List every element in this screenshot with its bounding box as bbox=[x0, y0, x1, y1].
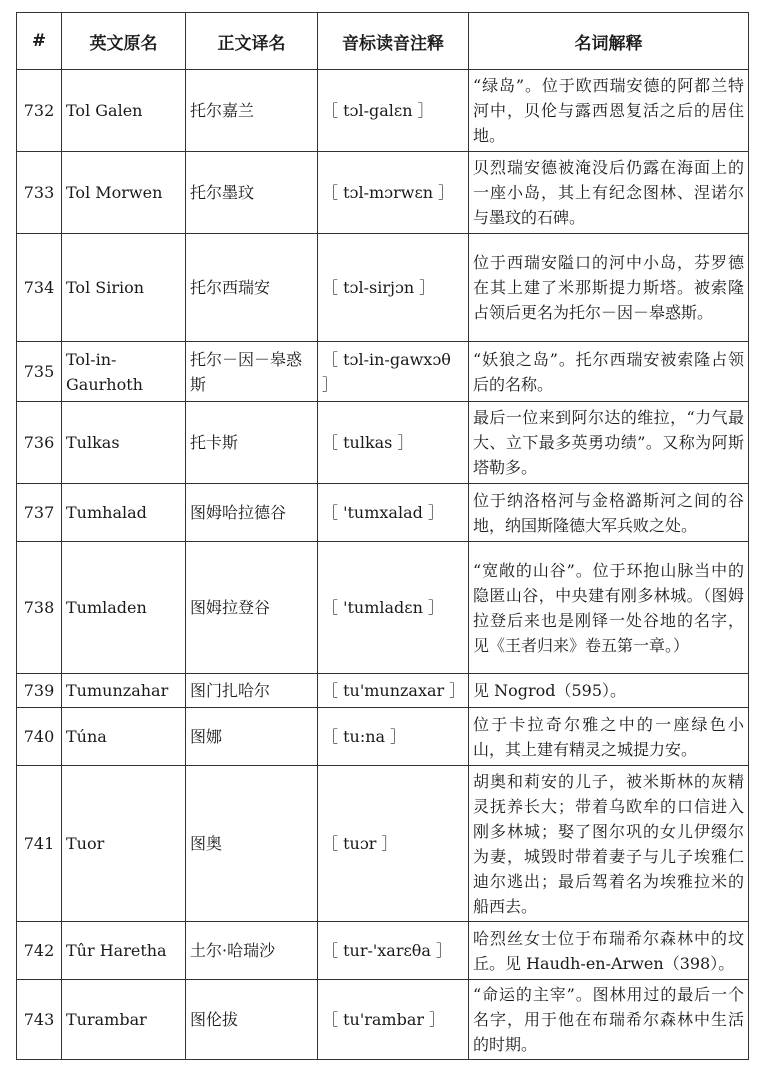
definition: 最后一位来到阿尔达的维拉，“力气最大、立下最多英勇功绩”。又称为阿斯塔勒多。 bbox=[469, 402, 749, 484]
chinese-name: 图奥 bbox=[186, 766, 318, 922]
entry-number: 739 bbox=[17, 674, 62, 708]
table-row bbox=[17, 922, 749, 980]
pronunciation: ［ tɔl-galɛn ］ bbox=[318, 70, 469, 152]
table-row bbox=[17, 766, 749, 922]
chinese-name: 图娜 bbox=[186, 708, 318, 766]
english-name: Túna bbox=[62, 708, 186, 766]
chinese-name: 托尔墨玟 bbox=[186, 152, 318, 234]
chinese-name: 托卡斯 bbox=[186, 402, 318, 484]
definition: “绿岛”。位于欧西瑞安德的阿都兰特河中，贝伦与露西恩复活之后的居住地。 bbox=[469, 70, 749, 152]
english-name: Tûr Haretha bbox=[62, 922, 186, 980]
table-row bbox=[17, 674, 749, 708]
table-row bbox=[17, 980, 749, 1060]
header-definition: 名词解释 bbox=[469, 13, 749, 70]
definition: “命运的主宰”。图林用过的最后一个名字，用于他在布瑞希尔森林中生活的时期。 bbox=[469, 980, 749, 1060]
english-name: Tol-in-Gaurhoth bbox=[62, 342, 186, 402]
pronunciation: ［ tɔl-sirjɔn ］ bbox=[318, 234, 469, 342]
chinese-name: 托尔嘉兰 bbox=[186, 70, 318, 152]
english-name: Tulkas bbox=[62, 402, 186, 484]
pronunciation: ［ tu'rambar ］ bbox=[318, 980, 469, 1060]
pronunciation: ［ tu:na ］ bbox=[318, 708, 469, 766]
entry-number: 732 bbox=[17, 70, 62, 152]
pronunciation: ［ tur-'xarɛθa ］ bbox=[318, 922, 469, 980]
chinese-name: 图姆哈拉德谷 bbox=[186, 484, 318, 542]
definition: 哈烈丝女士位于布瑞希尔森林中的坟丘。见 Haudh-en-Arwen（398）。 bbox=[469, 922, 749, 980]
definition: “宽敞的山谷”。位于环抱山脉当中的隐匿山谷，中央建有刚多林城。（图姆拉登后来也是刚铎一处谷地的名字，见《王者归来》卷五第一章。） bbox=[469, 542, 749, 674]
chinese-name: 图伦拔 bbox=[186, 980, 318, 1060]
table-header bbox=[17, 13, 749, 70]
pronunciation: ［ 'tumladɛn ］ bbox=[318, 542, 469, 674]
definition: 贝烈瑞安德被淹没后仍露在海面上的一座小岛，其上有纪念图林、涅诺尔与墨玟的石碑。 bbox=[469, 152, 749, 234]
table-row bbox=[17, 708, 749, 766]
english-name: Tuor bbox=[62, 766, 186, 922]
english-name: Tol Galen bbox=[62, 70, 186, 152]
glossary-table bbox=[16, 12, 749, 1060]
english-name: Turambar bbox=[62, 980, 186, 1060]
table-row bbox=[17, 152, 749, 234]
entry-number: 737 bbox=[17, 484, 62, 542]
english-name: Tumunzahar bbox=[62, 674, 186, 708]
pronunciation: ［ tulkas ］ bbox=[318, 402, 469, 484]
pronunciation: ［ tuɔr ］ bbox=[318, 766, 469, 922]
definition: “妖狼之岛”。托尔西瑞安被索隆占领后的名称。 bbox=[469, 342, 749, 402]
entry-number: 738 bbox=[17, 542, 62, 674]
pronunciation: ［ tɔl-mɔrwɛn ］ bbox=[318, 152, 469, 234]
chinese-name: 托尔－因－皋惑斯 bbox=[186, 342, 318, 402]
header-chinese-name: 正文译名 bbox=[186, 13, 318, 70]
entry-number: 733 bbox=[17, 152, 62, 234]
english-name: Tol Morwen bbox=[62, 152, 186, 234]
table-body bbox=[17, 70, 749, 1060]
table-row bbox=[17, 234, 749, 342]
pronunciation: ［ tu'munzaxar ］ bbox=[318, 674, 469, 708]
header-row bbox=[17, 13, 749, 70]
english-name: Tumhalad bbox=[62, 484, 186, 542]
chinese-name: 土尔·哈瑞沙 bbox=[186, 922, 318, 980]
table-row bbox=[17, 484, 749, 542]
entry-number: 740 bbox=[17, 708, 62, 766]
entry-number: 736 bbox=[17, 402, 62, 484]
entry-number: 742 bbox=[17, 922, 62, 980]
definition: 位于卡拉奇尔雅之中的一座绿色小山，其上建有精灵之城提力安。 bbox=[469, 708, 749, 766]
pronunciation: ［ tɔl-in-gawxɔθ ］ bbox=[318, 342, 469, 402]
chinese-name: 图门扎哈尔 bbox=[186, 674, 318, 708]
entry-number: 735 bbox=[17, 342, 62, 402]
english-name: Tumladen bbox=[62, 542, 186, 674]
header-pronunciation: 音标读音注释 bbox=[318, 13, 469, 70]
entry-number: 743 bbox=[17, 980, 62, 1060]
definition: 胡奥和莉安的儿子，被米斯林的灰精灵抚养长大；带着乌欧牟的口信进入刚多林城；娶了图尔巩的女儿伊缀尔为妻，城毁时带着妻子与儿子埃雅仁迪尔逃出；最后驾着名为埃雅拉米的船西去。 bbox=[469, 766, 749, 922]
entry-number: 734 bbox=[17, 234, 62, 342]
header-english-name: 英文原名 bbox=[62, 13, 186, 70]
english-name: Tol Sirion bbox=[62, 234, 186, 342]
definition: 位于纳洛格河与金格潞斯河之间的谷地，纳国斯隆德大军兵败之处。 bbox=[469, 484, 749, 542]
header-number: # bbox=[17, 13, 62, 70]
table-row bbox=[17, 342, 749, 402]
definition: 见 Nogrod（595）。 bbox=[469, 674, 749, 708]
definition: 位于西瑞安隘口的河中小岛，芬罗德在其上建了米那斯提力斯塔。被索隆占领后更名为托尔－因－皋惑斯。 bbox=[469, 234, 749, 342]
table-row bbox=[17, 542, 749, 674]
entry-number: 741 bbox=[17, 766, 62, 922]
pronunciation: ［ 'tumxalad ］ bbox=[318, 484, 469, 542]
chinese-name: 托尔西瑞安 bbox=[186, 234, 318, 342]
table-row bbox=[17, 70, 749, 152]
table-row bbox=[17, 402, 749, 484]
chinese-name: 图姆拉登谷 bbox=[186, 542, 318, 674]
